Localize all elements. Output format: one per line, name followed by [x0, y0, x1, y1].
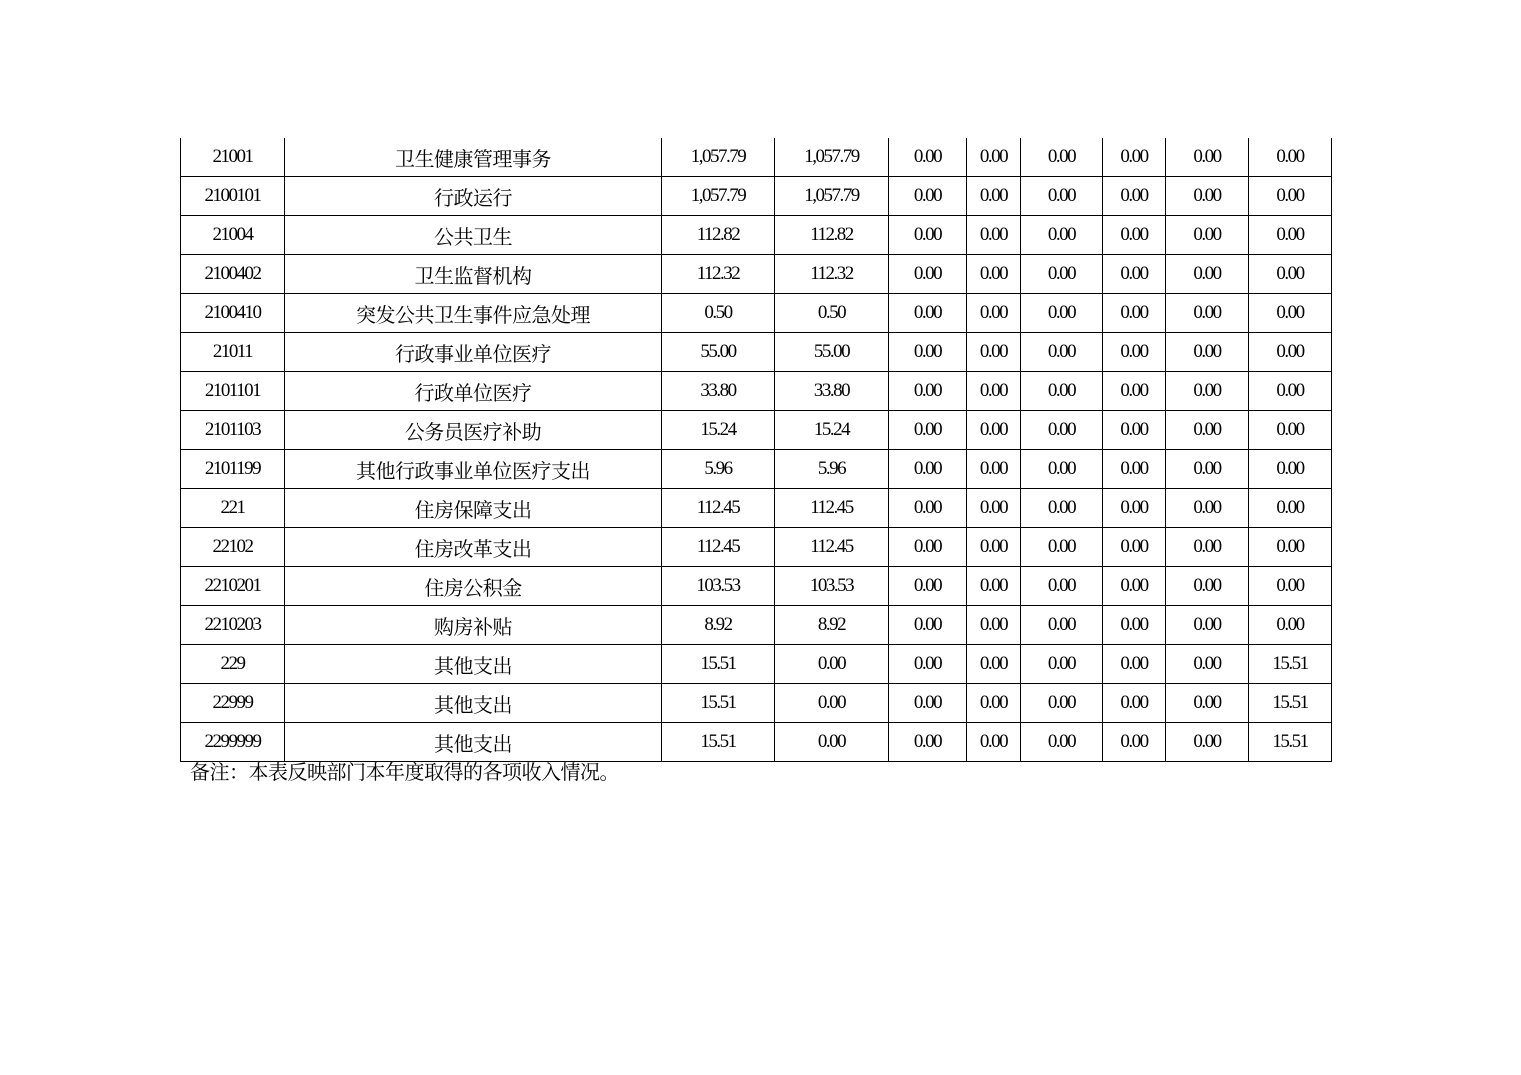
amount-cell: 103.53 — [662, 567, 775, 606]
amount-cell: 15.51 — [662, 723, 775, 762]
amount-cell: 0.00 — [1021, 606, 1103, 645]
amount-cell: 0.00 — [1103, 138, 1166, 177]
table-row — [181, 177, 1332, 216]
amount-cell: 0.00 — [1021, 333, 1103, 372]
amount-cell: 0.00 — [967, 684, 1021, 723]
amount-cell: 0.00 — [1249, 294, 1332, 333]
amount-cell: 0.00 — [1249, 528, 1332, 567]
amount-cell: 33.80 — [662, 372, 775, 411]
amount-cell: 0.00 — [889, 684, 967, 723]
amount-cell: 0.00 — [1166, 255, 1249, 294]
amount-cell: 0.00 — [967, 567, 1021, 606]
amount-cell: 8.92 — [775, 606, 889, 645]
amount-cell: 112.45 — [662, 489, 775, 528]
subject-name-cell: 行政事业单位医疗 — [285, 333, 662, 372]
subject-code-cell: 2100402 — [181, 255, 285, 294]
amount-cell: 0.00 — [1166, 606, 1249, 645]
amount-cell: 0.00 — [889, 372, 967, 411]
amount-cell: 0.00 — [889, 216, 967, 255]
subject-code-cell: 2210201 — [181, 567, 285, 606]
amount-cell: 0.00 — [967, 411, 1021, 450]
subject-name-cell: 卫生健康管理事务 — [285, 138, 662, 177]
subject-code-cell: 2100410 — [181, 294, 285, 333]
amount-cell: 0.00 — [1103, 528, 1166, 567]
amount-cell: 0.00 — [1249, 333, 1332, 372]
subject-code-cell: 2101101 — [181, 372, 285, 411]
subject-name-cell: 其他支出 — [285, 645, 662, 684]
amount-cell: 112.32 — [775, 255, 889, 294]
subject-code-cell: 21011 — [181, 333, 285, 372]
amount-cell: 0.00 — [1249, 138, 1332, 177]
amount-cell: 0.00 — [1021, 645, 1103, 684]
amount-cell: 55.00 — [662, 333, 775, 372]
amount-cell: 0.50 — [775, 294, 889, 333]
amount-cell: 0.00 — [1103, 645, 1166, 684]
amount-cell: 0.00 — [1166, 567, 1249, 606]
amount-cell: 0.00 — [967, 177, 1021, 216]
amount-cell: 0.00 — [775, 723, 889, 762]
amount-cell: 0.00 — [889, 411, 967, 450]
amount-cell: 0.00 — [1021, 528, 1103, 567]
amount-cell: 0.00 — [967, 294, 1021, 333]
subject-code-cell: 2299999 — [181, 723, 285, 762]
table-row — [181, 450, 1332, 489]
amount-cell: 0.00 — [1166, 684, 1249, 723]
amount-cell: 1,057.79 — [662, 177, 775, 216]
subject-code-cell: 221 — [181, 489, 285, 528]
amount-cell: 0.00 — [1166, 372, 1249, 411]
amount-cell: 0.00 — [1249, 450, 1332, 489]
table-row — [181, 567, 1332, 606]
amount-cell: 0.00 — [889, 255, 967, 294]
amount-cell: 8.92 — [662, 606, 775, 645]
amount-cell: 0.00 — [1103, 294, 1166, 333]
amount-cell: 0.00 — [1021, 489, 1103, 528]
amount-cell: 0.00 — [1166, 450, 1249, 489]
amount-cell: 0.00 — [1249, 177, 1332, 216]
subject-name-cell: 行政单位医疗 — [285, 372, 662, 411]
amount-cell: 0.00 — [1021, 684, 1103, 723]
amount-cell: 0.00 — [1166, 645, 1249, 684]
amount-cell: 0.00 — [967, 528, 1021, 567]
amount-cell: 15.24 — [775, 411, 889, 450]
amount-cell: 0.00 — [1249, 606, 1332, 645]
amount-cell: 0.00 — [1249, 255, 1332, 294]
amount-cell: 0.00 — [967, 723, 1021, 762]
amount-cell: 0.00 — [1021, 177, 1103, 216]
amount-cell: 0.00 — [889, 567, 967, 606]
table-row — [181, 645, 1332, 684]
budget-table — [180, 138, 1332, 762]
amount-cell: 0.00 — [1103, 450, 1166, 489]
amount-cell: 0.00 — [1021, 450, 1103, 489]
amount-cell: 0.00 — [1249, 216, 1332, 255]
amount-cell: 0.00 — [1103, 372, 1166, 411]
amount-cell: 0.00 — [889, 606, 967, 645]
amount-cell: 0.00 — [1021, 216, 1103, 255]
amount-cell: 5.96 — [775, 450, 889, 489]
amount-cell: 55.00 — [775, 333, 889, 372]
amount-cell: 0.00 — [889, 723, 967, 762]
subject-code-cell: 21004 — [181, 216, 285, 255]
subject-name-cell: 住房改革支出 — [285, 528, 662, 567]
amount-cell: 1,057.79 — [775, 177, 889, 216]
subject-name-cell: 其他支出 — [285, 723, 662, 762]
amount-cell: 0.00 — [889, 333, 967, 372]
amount-cell: 0.00 — [889, 528, 967, 567]
amount-cell: 0.00 — [1021, 372, 1103, 411]
amount-cell: 0.00 — [1103, 567, 1166, 606]
amount-cell: 0.00 — [1249, 372, 1332, 411]
amount-cell: 0.00 — [1166, 723, 1249, 762]
amount-cell: 0.00 — [1021, 294, 1103, 333]
amount-cell: 0.00 — [775, 645, 889, 684]
amount-cell: 0.00 — [1021, 411, 1103, 450]
amount-cell: 5.96 — [662, 450, 775, 489]
amount-cell: 0.00 — [889, 138, 967, 177]
table-row — [181, 411, 1332, 450]
subject-name-cell: 公务员医疗补助 — [285, 411, 662, 450]
amount-cell: 0.00 — [967, 450, 1021, 489]
amount-cell: 0.00 — [1249, 489, 1332, 528]
subject-name-cell: 住房保障支出 — [285, 489, 662, 528]
amount-cell: 0.00 — [1021, 138, 1103, 177]
amount-cell: 0.00 — [1103, 411, 1166, 450]
subject-code-cell: 22102 — [181, 528, 285, 567]
table-row — [181, 528, 1332, 567]
amount-cell: 0.00 — [889, 645, 967, 684]
subject-code-cell: 22999 — [181, 684, 285, 723]
amount-cell: 0.00 — [967, 255, 1021, 294]
amount-cell: 112.45 — [662, 528, 775, 567]
subject-code-cell: 2100101 — [181, 177, 285, 216]
amount-cell: 112.45 — [775, 528, 889, 567]
amount-cell: 0.00 — [1103, 489, 1166, 528]
amount-cell: 0.00 — [1249, 567, 1332, 606]
amount-cell: 0.00 — [889, 489, 967, 528]
amount-cell: 0.00 — [1166, 216, 1249, 255]
amount-cell: 0.00 — [1021, 723, 1103, 762]
amount-cell: 0.00 — [967, 333, 1021, 372]
amount-cell: 103.53 — [775, 567, 889, 606]
subject-name-cell: 公共卫生 — [285, 216, 662, 255]
table-row — [181, 684, 1332, 723]
amount-cell: 112.45 — [775, 489, 889, 528]
amount-cell: 15.51 — [662, 645, 775, 684]
amount-cell: 0.00 — [967, 372, 1021, 411]
amount-cell: 33.80 — [775, 372, 889, 411]
subject-code-cell: 2101103 — [181, 411, 285, 450]
subject-name-cell: 其他支出 — [285, 684, 662, 723]
amount-cell: 0.00 — [967, 138, 1021, 177]
amount-cell: 112.82 — [662, 216, 775, 255]
subject-name-cell: 突发公共卫生事件应急处理 — [285, 294, 662, 333]
amount-cell: 15.24 — [662, 411, 775, 450]
amount-cell: 0.00 — [889, 294, 967, 333]
table-row — [181, 216, 1332, 255]
subject-code-cell: 229 — [181, 645, 285, 684]
amount-cell: 0.00 — [889, 450, 967, 489]
amount-cell: 0.00 — [967, 606, 1021, 645]
amount-cell: 15.51 — [1249, 645, 1332, 684]
amount-cell: 112.82 — [775, 216, 889, 255]
table-footnote: 备注：本表反映部门本年度取得的各项收入情况。 — [190, 760, 619, 784]
amount-cell: 0.00 — [775, 684, 889, 723]
amount-cell: 0.00 — [889, 177, 967, 216]
subject-name-cell: 卫生监督机构 — [285, 255, 662, 294]
amount-cell: 15.51 — [1249, 723, 1332, 762]
amount-cell: 15.51 — [1249, 684, 1332, 723]
amount-cell: 0.00 — [1103, 216, 1166, 255]
table-row — [181, 489, 1332, 528]
subject-code-cell: 2101199 — [181, 450, 285, 489]
amount-cell: 0.00 — [1166, 489, 1249, 528]
amount-cell: 0.00 — [1021, 567, 1103, 606]
table-row — [181, 294, 1332, 333]
amount-cell: 0.00 — [967, 216, 1021, 255]
table-row — [181, 138, 1332, 177]
amount-cell: 0.00 — [1103, 255, 1166, 294]
subject-name-cell: 住房公积金 — [285, 567, 662, 606]
amount-cell: 1,057.79 — [775, 138, 889, 177]
amount-cell: 112.32 — [662, 255, 775, 294]
subject-name-cell: 行政运行 — [285, 177, 662, 216]
table-row — [181, 372, 1332, 411]
amount-cell: 0.00 — [1166, 528, 1249, 567]
table-row — [181, 255, 1332, 294]
amount-cell: 0.00 — [1166, 333, 1249, 372]
amount-cell: 0.00 — [1103, 606, 1166, 645]
amount-cell: 0.50 — [662, 294, 775, 333]
table-row — [181, 333, 1332, 372]
amount-cell: 0.00 — [1166, 138, 1249, 177]
amount-cell: 0.00 — [1103, 333, 1166, 372]
amount-cell: 0.00 — [1021, 255, 1103, 294]
amount-cell: 0.00 — [967, 645, 1021, 684]
amount-cell: 15.51 — [662, 684, 775, 723]
amount-cell: 0.00 — [1166, 177, 1249, 216]
subject-code-cell: 2210203 — [181, 606, 285, 645]
amount-cell: 0.00 — [1166, 294, 1249, 333]
amount-cell: 0.00 — [1103, 684, 1166, 723]
subject-name-cell: 其他行政事业单位医疗支出 — [285, 450, 662, 489]
subject-code-cell: 21001 — [181, 138, 285, 177]
subject-name-cell: 购房补贴 — [285, 606, 662, 645]
amount-cell: 0.00 — [1103, 723, 1166, 762]
table-row — [181, 606, 1332, 645]
amount-cell: 1,057.79 — [662, 138, 775, 177]
table-body — [181, 138, 1332, 762]
amount-cell: 0.00 — [967, 489, 1021, 528]
amount-cell: 0.00 — [1249, 411, 1332, 450]
amount-cell: 0.00 — [1103, 177, 1166, 216]
amount-cell: 0.00 — [1166, 411, 1249, 450]
